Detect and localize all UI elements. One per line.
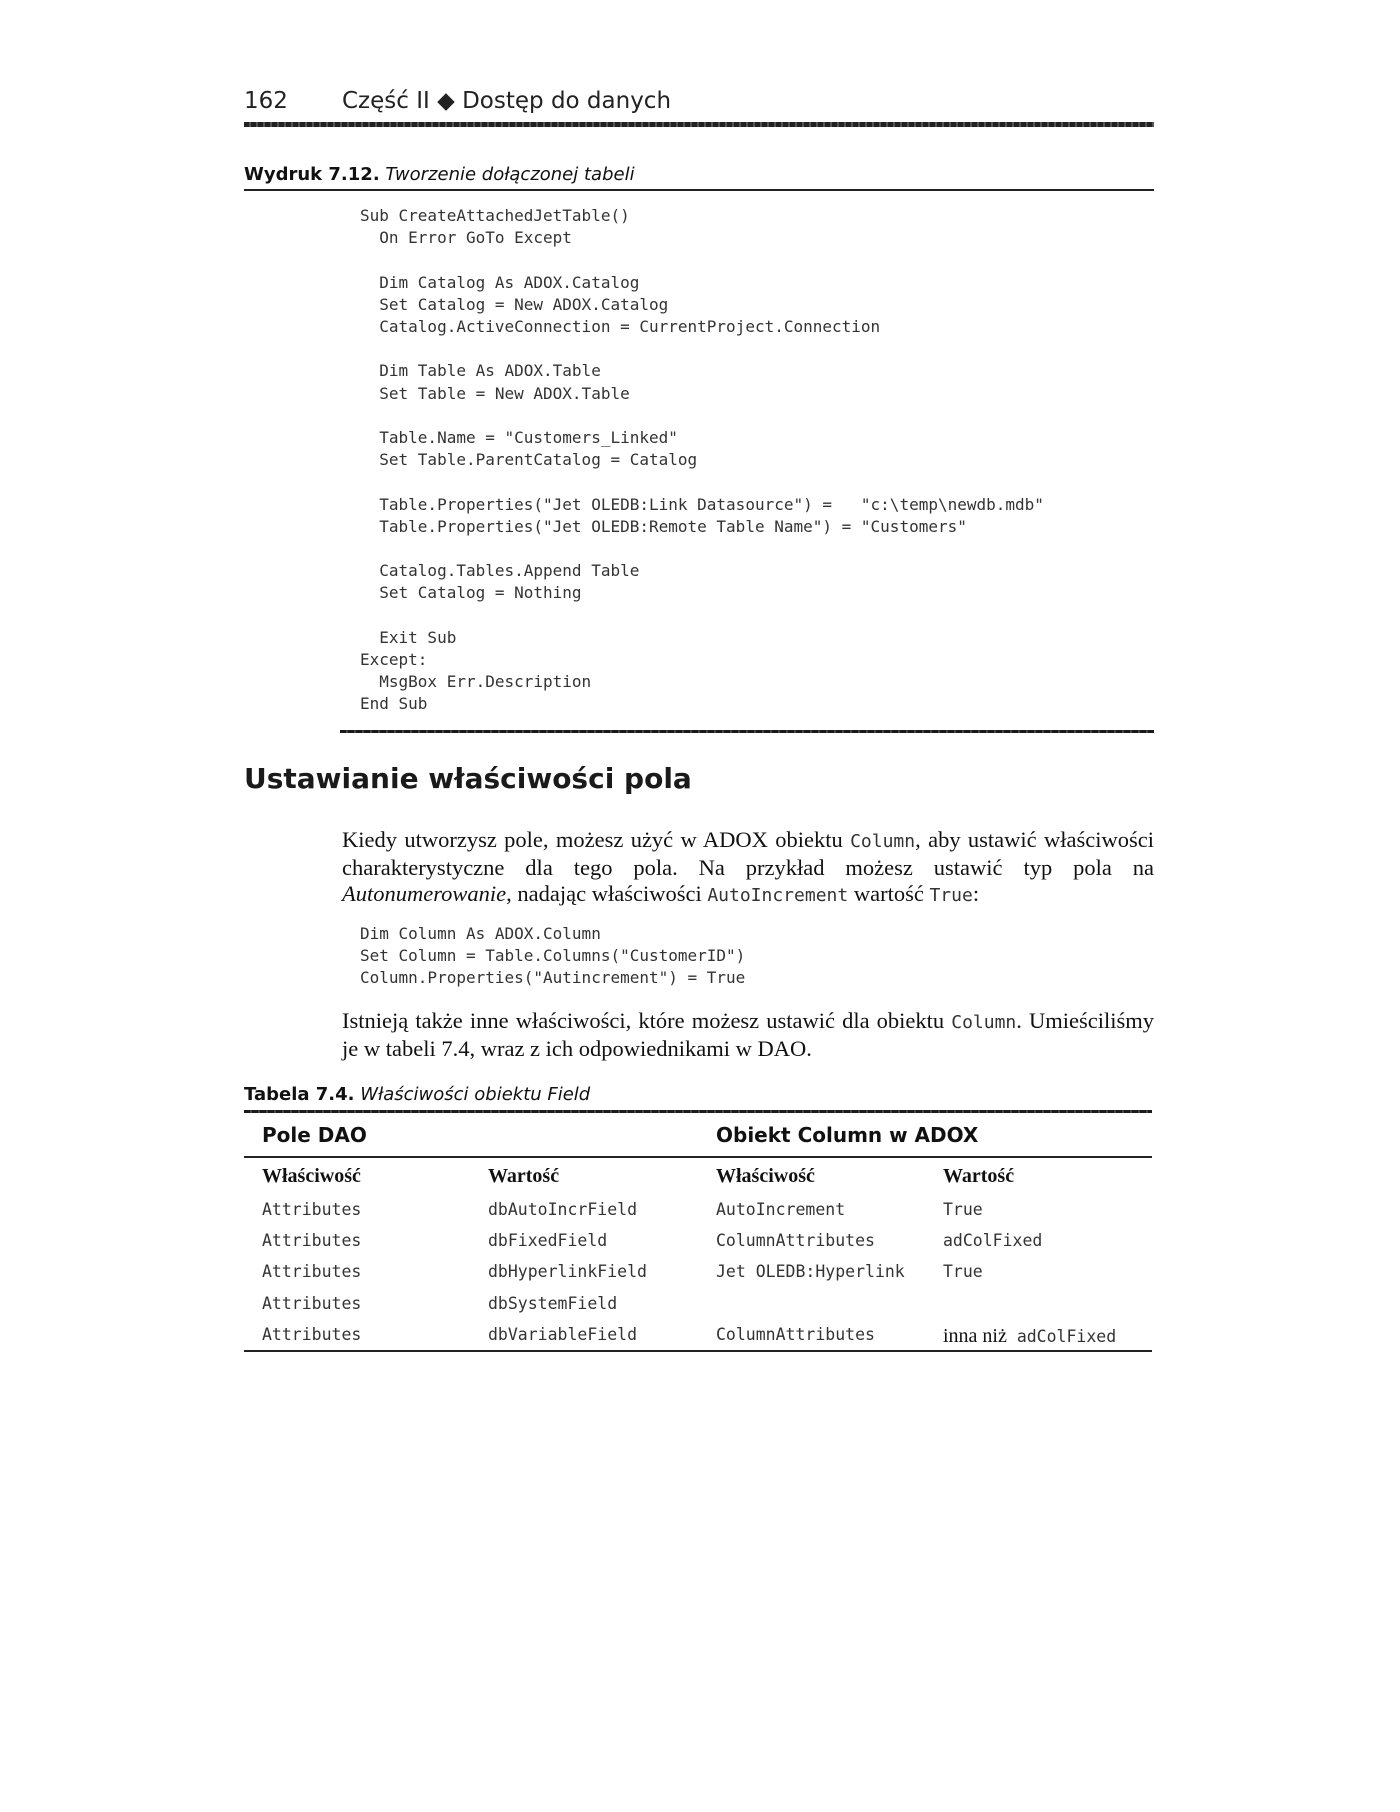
table-cell: dbSystemField (488, 1294, 618, 1313)
chapter-title: Część II ◆ Dostęp do danych (342, 88, 672, 114)
table-cell: Attributes (262, 1200, 362, 1219)
listing-top-rule (244, 189, 1154, 191)
listing-code: Sub CreateAttachedJetTable() On Error GoTo Except Dim Catalog As ADOX.Catalog Set Catalog = New ADOX.Catalog Catalog.ActiveConnection = CurrentProject.Connection Dim Table As ADOX.Table Set Table = New ADOX.Table Table.Name = "Customers_Linked" Set Table.ParentCatalog = Catalog Table.Properties("Jet OLEDB:Link Datasource") = "c:\temp\newdb.mdb" Table.Properties("Jet OLEDB:Remote Table Name") = "Customers" Catalog.Tables.Append Table Set Catalog = Nothing Exit Sub Except: MsgBox Err.Description End Sub (360, 206, 1044, 714)
paragraph-1: Kiedy utworzysz pole, możesz użyć w ADOX obiektu Column, aby ustawić właściwości charakterystyczne dla tego pola. Na przykład możesz ustawić typ pola na Autonumerowanie, nadając właściwości AutoIncrement wartość True: (342, 827, 1154, 906)
running-header (244, 88, 1152, 124)
header-divider (244, 1156, 1152, 1158)
page-number: 162 (244, 88, 288, 114)
table-cell: AutoIncrement (716, 1200, 846, 1219)
table-bottom-rule (244, 1350, 1152, 1352)
table-cell: Attributes (262, 1231, 362, 1250)
group-header-adox: Obiekt Column w ADOX (716, 1123, 979, 1147)
listing-caption (244, 164, 635, 185)
table-cell-mixed: inna niż adColFixed (943, 1325, 1117, 1347)
group-header-dao: Pole DAO (262, 1123, 367, 1147)
table-cell: dbFixedField (488, 1231, 608, 1250)
table-cell: Attributes (262, 1262, 362, 1281)
listing-title: Tworzenie dołączonej tabeli (385, 164, 635, 185)
table-cell: ColumnAttributes (716, 1231, 875, 1250)
table-cell: ColumnAttributes (716, 1325, 875, 1344)
table-cell: dbVariableField (488, 1325, 638, 1344)
section-title: Ustawianie właściwości pola (244, 762, 692, 795)
table-title: Właściwości obiektu Field (360, 1084, 591, 1105)
listing-label: Wydruk 7.12. (244, 164, 380, 185)
table-cell: dbHyperlinkField (488, 1262, 647, 1281)
table-top-rule (244, 1110, 1152, 1113)
subheader-dao-property: Właściwość (262, 1165, 361, 1187)
table-cell: dbAutoIncrField (488, 1200, 638, 1219)
paragraph-2: Istnieją także inne właściwości, które możesz ustawić dla obiektu Column. Umieściliśmy je w tabeli 7.4, wraz z ich odpowiednikami w DAO. (342, 1008, 1154, 1061)
listing-bottom-rule (340, 730, 1154, 733)
code-snippet: Dim Column As ADOX.Column Set Column = Table.Columns("CustomerID") Column.Properties("Autincrement") = True (360, 924, 746, 988)
table-cell: Attributes (262, 1294, 362, 1313)
table-cell: Attributes (262, 1325, 362, 1344)
table-cell: True (943, 1200, 983, 1219)
table-label: Tabela 7.4. (244, 1084, 355, 1105)
subheader-adox-value: Wartość (943, 1165, 1015, 1187)
table-cell: True (943, 1262, 983, 1281)
header-rule (244, 122, 1154, 127)
subheader-adox-property: Właściwość (716, 1165, 815, 1187)
table-cell: Jet OLEDB:Hyperlink (716, 1262, 905, 1281)
subheader-dao-value: Wartość (488, 1165, 560, 1187)
table-caption (244, 1084, 590, 1105)
table-cell: adColFixed (943, 1231, 1043, 1250)
